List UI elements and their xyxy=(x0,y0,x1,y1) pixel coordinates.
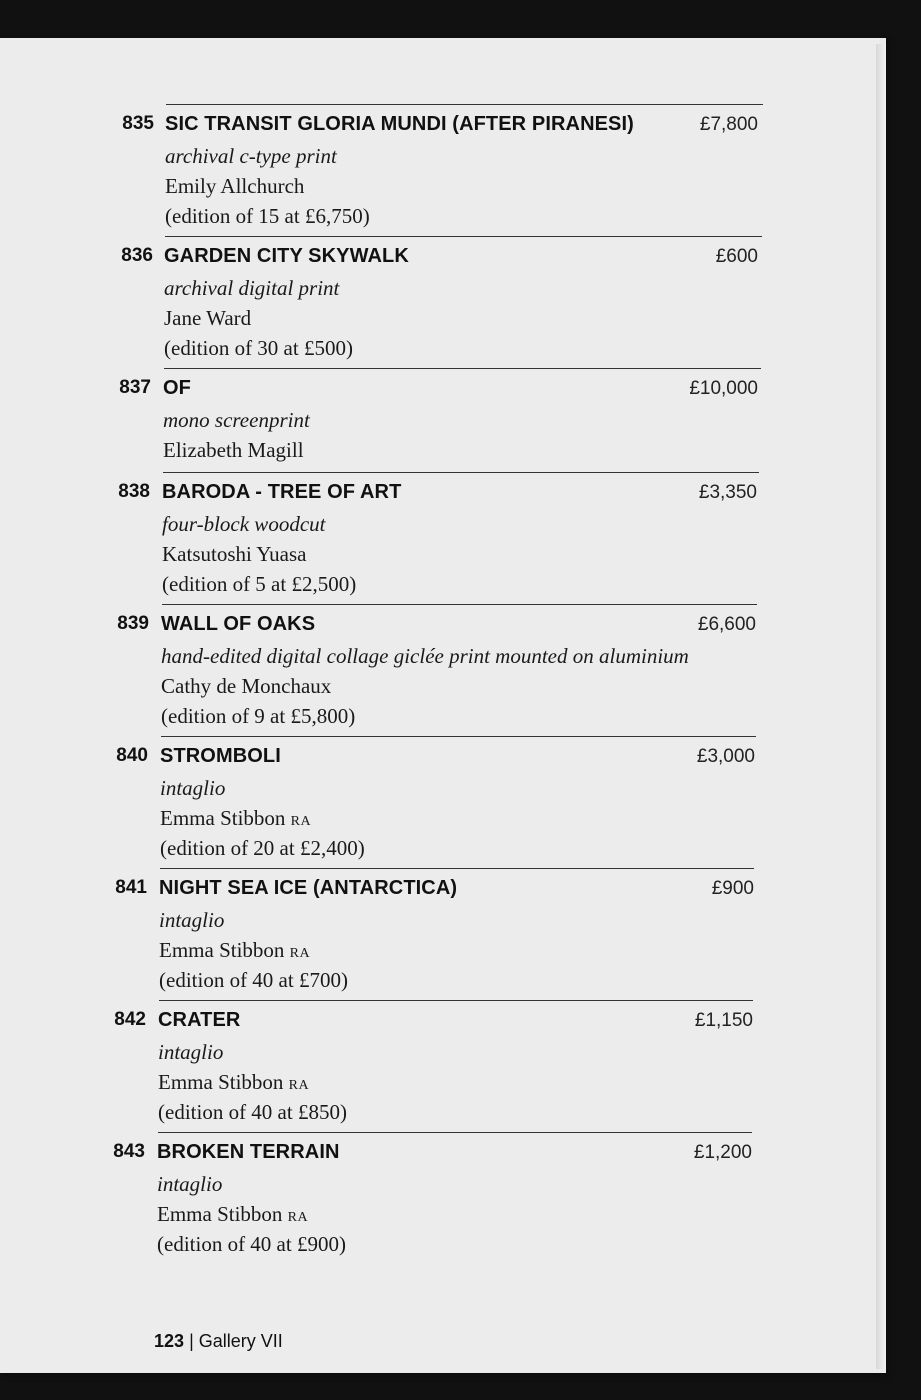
edition-info: (edition of 20 at £2,400) xyxy=(160,836,365,860)
edition-info: (edition of 9 at £5,800) xyxy=(161,704,356,728)
ra-suffix: RA xyxy=(290,814,312,829)
lot-number: 840 xyxy=(116,745,148,766)
artist-line xyxy=(162,542,306,567)
artwork-price: £900 xyxy=(711,878,754,899)
artwork-price: £600 xyxy=(715,246,758,267)
gallery-name: Gallery VII xyxy=(198,1331,283,1351)
artwork-title: BROKEN TERRAIN xyxy=(157,1141,340,1163)
ra-suffix: RA xyxy=(287,1210,309,1225)
ra-suffix: RA xyxy=(289,946,311,961)
edition-info: (edition of 30 at £500) xyxy=(164,336,353,360)
lot-number: 836 xyxy=(121,245,153,266)
edition-info: (edition of 40 at £900) xyxy=(157,1232,346,1256)
artist-name: Elizabeth Magill xyxy=(163,438,304,462)
artwork-medium: hand-edited digital collage giclée print mounted on aluminium xyxy=(161,644,689,668)
footer-separator: | xyxy=(189,1331,194,1351)
catalogue-page xyxy=(0,38,886,1373)
artist-name: Jane Ward xyxy=(164,306,252,330)
artwork-title: NIGHT SEA ICE (ANTARCTICA) xyxy=(159,877,458,899)
artist-line xyxy=(161,674,331,699)
entry-divider xyxy=(159,1000,753,1001)
artwork-medium: four-block woodcut xyxy=(162,512,326,536)
artwork-title: SIC TRANSIT GLORIA MUNDI (AFTER PIRANESI) xyxy=(165,113,634,135)
artwork-title: WALL OF OAKS xyxy=(161,613,316,635)
edition-info: (edition of 5 at £2,500) xyxy=(162,572,357,596)
lot-number: 838 xyxy=(118,481,150,502)
lot-number: 842 xyxy=(114,1009,146,1030)
artwork-medium: mono screenprint xyxy=(163,408,310,432)
artwork-price: £6,600 xyxy=(697,614,756,635)
artist-line xyxy=(160,806,311,831)
entry-divider xyxy=(164,368,761,369)
artwork-price: £1,200 xyxy=(693,1142,752,1163)
artwork-price: £3,350 xyxy=(698,482,757,503)
edition-info: (edition of 40 at £700) xyxy=(159,968,348,992)
catalogue-entry xyxy=(0,604,886,736)
artist-name: Cathy de Monchaux xyxy=(161,674,332,698)
catalogue-entry xyxy=(0,868,886,1000)
artwork-title: OF xyxy=(163,377,191,399)
artwork-title: BARODA - TREE OF ART xyxy=(162,481,402,503)
artist-line xyxy=(157,1202,308,1227)
artwork-medium: intaglio xyxy=(159,908,225,932)
ra-suffix: RA xyxy=(288,1078,310,1093)
entry-divider xyxy=(165,236,762,237)
catalogue-entry xyxy=(0,736,886,868)
catalogue-entry xyxy=(0,236,886,368)
artwork-medium: intaglio xyxy=(160,776,226,800)
artwork-title: CRATER xyxy=(158,1009,241,1031)
edition-info: (edition of 40 at £850) xyxy=(158,1100,347,1124)
artist-name: Katsutoshi Yuasa xyxy=(162,542,307,566)
lot-number: 843 xyxy=(113,1141,145,1162)
entry-divider xyxy=(163,472,759,473)
artist-name: Emily Allchurch xyxy=(165,174,305,198)
page-footer xyxy=(154,1331,283,1352)
artwork-price: £7,800 xyxy=(699,114,758,135)
lot-number: 839 xyxy=(117,613,149,634)
page-number: 123 xyxy=(154,1331,185,1351)
catalogue-entry xyxy=(0,104,886,236)
artist-name: Emma Stibbon xyxy=(158,1070,284,1094)
lot-number: 841 xyxy=(115,877,147,898)
entry-divider xyxy=(161,736,756,737)
artwork-medium: intaglio xyxy=(157,1172,223,1196)
artist-name: Emma Stibbon xyxy=(160,806,286,830)
entry-divider xyxy=(160,868,754,869)
entry-divider xyxy=(158,1132,752,1133)
artwork-medium: archival digital print xyxy=(164,276,340,300)
artwork-medium: archival c-type print xyxy=(165,144,337,168)
catalogue-entry xyxy=(0,472,886,604)
artwork-title: GARDEN CITY SKYWALK xyxy=(164,245,409,267)
lot-number: 835 xyxy=(122,113,154,134)
artwork-price: £1,150 xyxy=(694,1010,753,1031)
lot-number: 837 xyxy=(119,377,151,398)
artist-line xyxy=(164,306,251,331)
artwork-medium: intaglio xyxy=(158,1040,224,1064)
edition-info: (edition of 15 at £6,750) xyxy=(165,204,370,228)
artist-line xyxy=(163,438,304,463)
entry-divider xyxy=(162,604,757,605)
artist-line xyxy=(158,1070,309,1095)
catalogue-entry xyxy=(0,1132,886,1264)
artwork-price: £3,000 xyxy=(696,746,755,767)
artist-line xyxy=(159,938,310,963)
entry-divider xyxy=(166,104,763,105)
artwork-title: STROMBOLI xyxy=(160,745,281,767)
catalogue-entry xyxy=(0,1000,886,1132)
artist-name: Emma Stibbon xyxy=(157,1202,283,1226)
artist-name: Emma Stibbon xyxy=(159,938,285,962)
artist-line xyxy=(165,174,304,199)
artwork-price: £10,000 xyxy=(689,378,758,399)
